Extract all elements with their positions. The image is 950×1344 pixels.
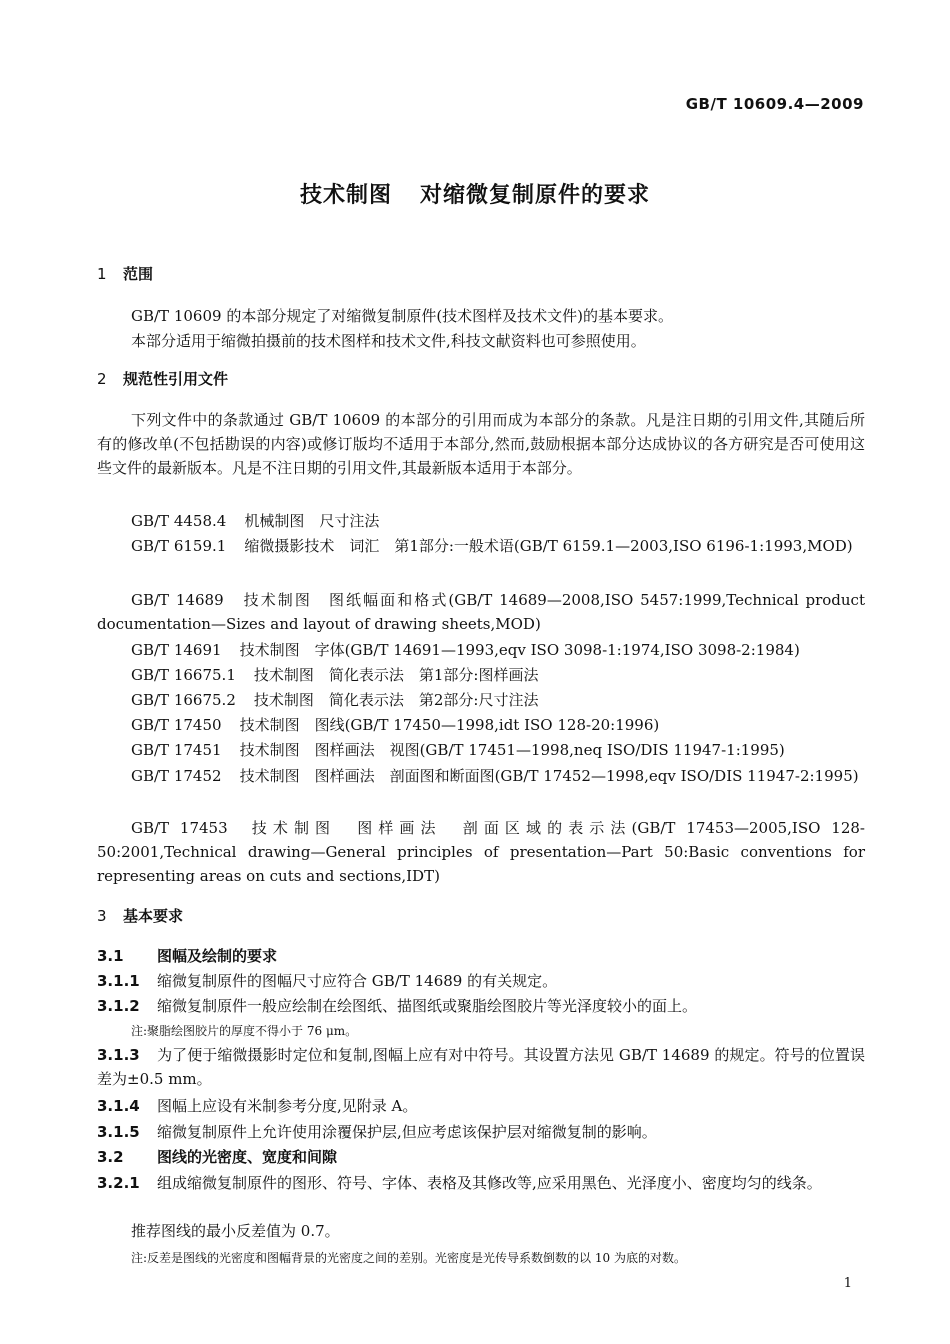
section-2-intro: 下列文件中的条款通过 GB/T 10609 的本部分的引用而成为本部分的条款。凡是注日期的引用文件,其随后所有的修改单(不包括勘误的内容)或修订版均不适用于本部分,然而,鼓励根据本部分达成协议的各方研究是否可使用这些文件的最新版本。凡是不注日期的引用文件,其最新版本适用于本部分。	[97, 411, 865, 477]
reference-item: GB/T 16675.2 技术制图 简化表示法 第2部分:尺寸注法	[131, 691, 539, 709]
note-3-2-1: 注:反差是图线的光密度和图幅背景的光密度之间的差别。光密度是光传导系数倒数的以 10 为底的对数。	[131, 1251, 686, 1265]
title-part-2: 对缩微复制原件的要求	[420, 183, 651, 208]
reference-item: GB/T 17453 技术制图 图样画法 剖面区域的表示法(GB/T 17453—2005,ISO 128-50:2001,Technical drawing—General principles of presentation—Part 50:Basic conventions for representing areas on cuts and sections,IDT)	[97, 819, 865, 885]
clause-3-1-1: 3.1.1 缩微复制原件的图幅尺寸应符合 GB/T 14689 的有关规定。	[97, 972, 558, 990]
reference-item: GB/T 17450 技术制图 图线(GB/T 17450—1998,idt ISO 128-20:1996)	[131, 716, 660, 734]
title-part-1: 技术制图	[299, 183, 392, 208]
section-2-heading: 2 规范性引用文件	[97, 370, 229, 388]
reference-item: GB/T 14689 技术制图 图纸幅面和格式(GB/T 14689—2008,ISO 5457:1999,Technical product documentation—Sizes and layout of drawing sheets,MOD)	[97, 591, 865, 633]
reference-item: GB/T 16675.1 技术制图 简化表示法 第1部分:图样画法	[131, 666, 539, 684]
section-1-paragraph-2: 本部分适用于缩微拍摄前的技术图样和技术文件,科技文献资料也可参照使用。	[131, 332, 646, 350]
subsection-3-1-heading: 3.1 图幅及绘制的要求	[97, 947, 278, 965]
subsection-3-2-heading: 3.2 图线的光密度、宽度和间隙	[97, 1148, 338, 1166]
note-3-1-2: 注:聚脂绘图胶片的厚度不得小于 76 μm。	[131, 1024, 358, 1038]
section-1-paragraph-1: GB/T 10609 的本部分规定了对缩微复制原件(技术图样及技术文件)的基本要求。	[131, 307, 674, 325]
reference-item: GB/T 4458.4 机械制图 尺寸注法	[131, 512, 380, 530]
section-3-heading: 3 基本要求	[97, 907, 184, 925]
clause-3-1-3: 3.1.3 为了便于缩微摄影时定位和复制,图幅上应有对中符号。其设置方法见 GB/T 14689 的规定。符号的位置误差为±0.5 mm。	[97, 1046, 865, 1088]
standard-number: GB/T 10609.4—2009	[685, 95, 864, 113]
reference-item: GB/T 17452 技术制图 图样画法 剖面图和断面图(GB/T 17452—1998,eqv ISO/DIS 11947-2:1995)	[131, 767, 859, 785]
page-number: 1	[843, 1276, 852, 1291]
clause-3-1-4: 3.1.4 图幅上应设有米制参考分度,见附录 A。	[97, 1097, 418, 1115]
reference-item: GB/T 6159.1 缩微摄影技术 词汇 第1部分:一般术语(GB/T 6159.1—2003,ISO 6196-1:1993,MOD)	[131, 537, 853, 555]
recommendation-text: 推荐图线的最小反差值为 0.7。	[131, 1222, 340, 1240]
clause-3-2-1: 3.2.1 组成缩微复制原件的图形、符号、字体、表格及其修改等,应采用黑色、光泽度小、密度均匀的线条。	[97, 1174, 822, 1192]
reference-item: GB/T 14691 技术制图 字体(GB/T 14691—1993,eqv ISO 3098-1:1974,ISO 3098-2:1984)	[131, 641, 800, 659]
clause-3-1-5: 3.1.5 缩微复制原件上允许使用涂覆保护层,但应考虑该保护层对缩微复制的影响。	[97, 1123, 657, 1141]
reference-item: GB/T 17451 技术制图 图样画法 视图(GB/T 17451—1998,neq ISO/DIS 11947-1:1995)	[131, 741, 785, 759]
document-title	[0, 178, 950, 209]
section-1-heading: 1 范围	[97, 265, 154, 283]
clause-3-1-2: 3.1.2 缩微复制原件一般应绘制在绘图纸、描图纸或聚脂绘图胶片等光泽度较小的面上。	[97, 997, 698, 1015]
